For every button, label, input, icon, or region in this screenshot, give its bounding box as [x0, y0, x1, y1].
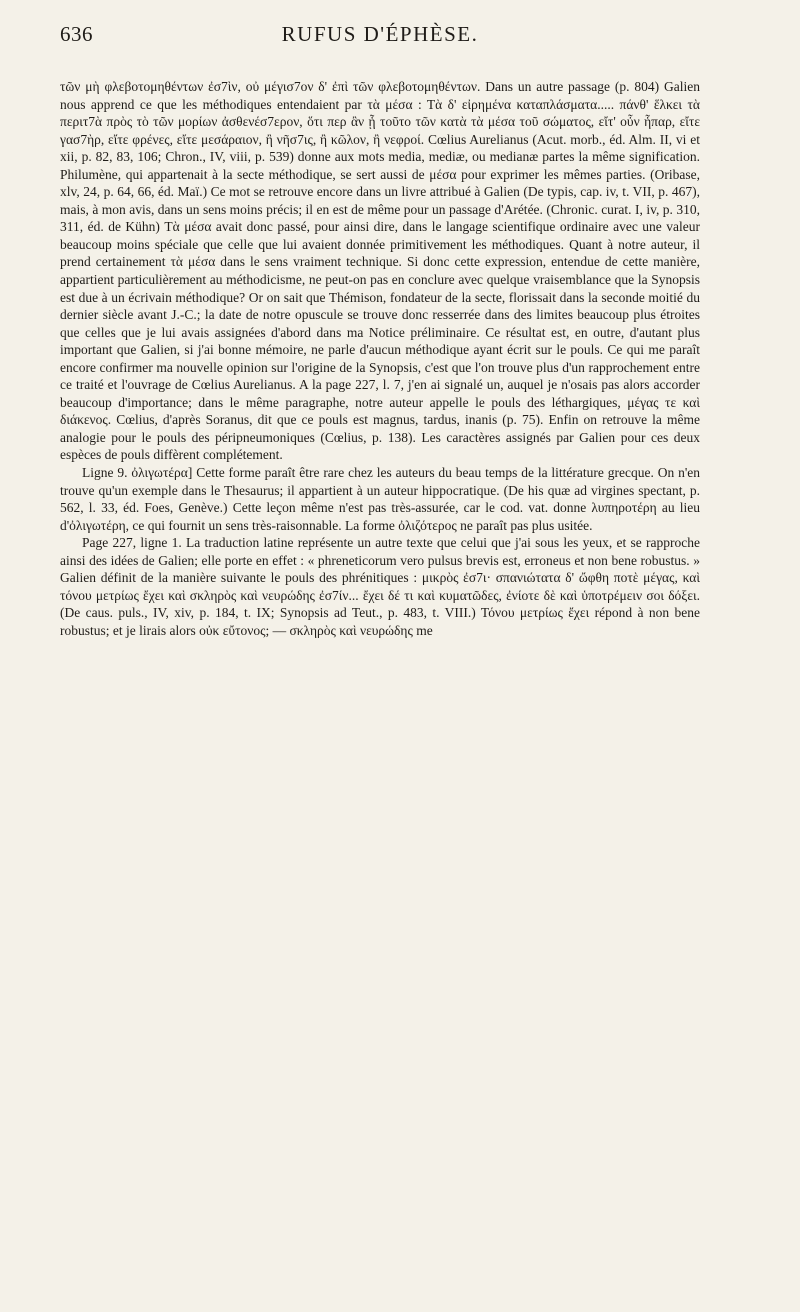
running-title: RUFUS D'ÉPHÈSE.: [281, 22, 479, 46]
page-header: [60, 22, 700, 56]
page-number: 636: [60, 22, 93, 46]
page-body: [60, 78, 700, 640]
paragraph-continuation: τῶν μὴ φλεβοτομηθέντων ἐσ7ὶν, οὐ μέγισ7ον δ' ἐπὶ τῶν φλεβοτομηθέντων. Dans un autre passage (p. 804) Galien nous apprend ce que les méthodiques entendaient par τὰ μέσα : Τὰ δ' εἰρημένα καταπλάσματα..... πάνθ' ἕλκει τὰ περιτ7ὰ πρὸς τὸ τῶν μορίων ἀσθενέσ7ερον, ὅτι περ ἂν ᾖ τοῦτο τῶν κατὰ τὰ μέσα τοῦ σώματος, εἴτ' οὖν ἧπαρ, εἴτε γασ7ὴρ, εἴτε φρένες, εἴτε μεσάραιον, ἢ νῆσ7ις, ἢ κῶλον, ἢ νεφροί. Cœlius Aurelianus (Acut. morb., éd. Alm. II, vi et xii, p. 82, 83, 106; Chron., IV, viii, p. 539) donne aux mots media, mediæ, ou medianæ partes la même signification. Philumène, qui appartenait à la secte méthodique, se sert aussi de μέσα pour exprimer les mêmes parties. (Oribase, xlv, 24, p. 64, 66, éd. Maï.) Ce mot se retrouve encore dans un livre attribué à Galien (De typis, cap. iv, t. VII, p. 467), mais, à mon avis, dans un sens moins précis; il en est de même pour un passage d'Arétée. (Chronic. curat. I, iv, p. 310, 311, éd. de Kühn) Τὰ μέσα avait donc passé, pour ainsi dire, dans le langage scientifique ordinaire avec une valeur beaucoup moins spéciale que celle que lui avaient donnée primitivement les méthodiques. Quant à notre auteur, il prend certainement τὰ μέσα dans le sens vraiment technique. Si donc cette expression, entendue de cette manière, appartient particulièrement au méthodicisme, ne peut-on pas en conclure avec quelque vraisemblance que la Synopsis est due à un écrivain méthodique? Or on sait que Thémison, fondateur de la secte, florissait dans la seconde moitié du dernier siècle avant J.-C.; la date de notre opuscule se trouve donc resserrée dans des limites beaucoup plus étroites que celles que je lui avais assignées d'abord dans ma Notice préliminaire. Ce résultat est, en outre, d'autant plus important que Galien, si j'ai bonne mémoire, ne parle d'aucun méthodique ayant écrit sur le pouls. Ce qui me paraît encore confirmer ma nouvelle opinion sur l'origine de la Synopsis, c'est que l'on trouve plus d'un rapprochement entre ce traité et l'ouvrage de Cœlius Aurelianus. A la page 227, l. 7, j'en ai signalé un, auquel je n'osais pas alors accorder beaucoup d'importance; dans le même paragraphe, notre auteur appelle le pouls des léthargiques, μέγας τε καὶ διάκενος. Cœlius, d'après Soranus, dit que ce pouls est magnus, tardus, inanis (p. 75). Enfin on retrouve la même analogie pour le pouls des péripneumoniques (Cœlius, p. 138). Les caractères assignés par Galien pour ces deux espèces de pouls diffèrent complétement.: [60, 79, 700, 463]
paragraph-ligne-9: Ligne 9. ὀλιγωτέρα] Cette forme paraît être rare chez les auteurs du beau temps de la littérature grecque. On n'en trouve qu'un exemple dans le Thesaurus; il appartient à un auteur hippocratique. (De his quæ ad virgines spectant, p. 562, l. 33, éd. Foes, Genève.) Cette leçon même n'est pas très-assurée, car le cod. vat. donne λυπηροτέρη au lieu d'ὀλιγωτέρη, ce qui fournit un sens très-raisonnable. La forme ὀλιζότερος ne paraît pas plus usitée.: [60, 465, 700, 533]
paragraph-page-227: Page 227, ligne 1. La traduction latine représente un autre texte que celui que j'ai sous les yeux, et se rapproche ainsi des idées de Galien; elle porte en effet : « phreneticorum vero pulsus brevis est, erroneus et non bene robustus. » Galien définit de la manière suivante le pouls des phrénitiques : μικρὸς ἐσ7ι· σπανιώτατα δ' ὤφθη ποτὲ μέγας, καὶ τόνου μετρίως ἔχει καὶ σκληρὸς καὶ νευρώδης ἐσ7ίν... ἔχει δέ τι καὶ κυματῶδες, ἐνίοτε δὲ καὶ ὑποτρέμειν σοι δόξει. (De caus. puls., IV, xiv, p. 184, t. IX; Synopsis ad Teut., p. 483, t. VIII.) Τόνου μετρίως ἔχει répond à non bene robustus; et je lirais alors οὐκ εὔτονος; — σκληρὸς καὶ νευρώδης me: [60, 535, 700, 638]
